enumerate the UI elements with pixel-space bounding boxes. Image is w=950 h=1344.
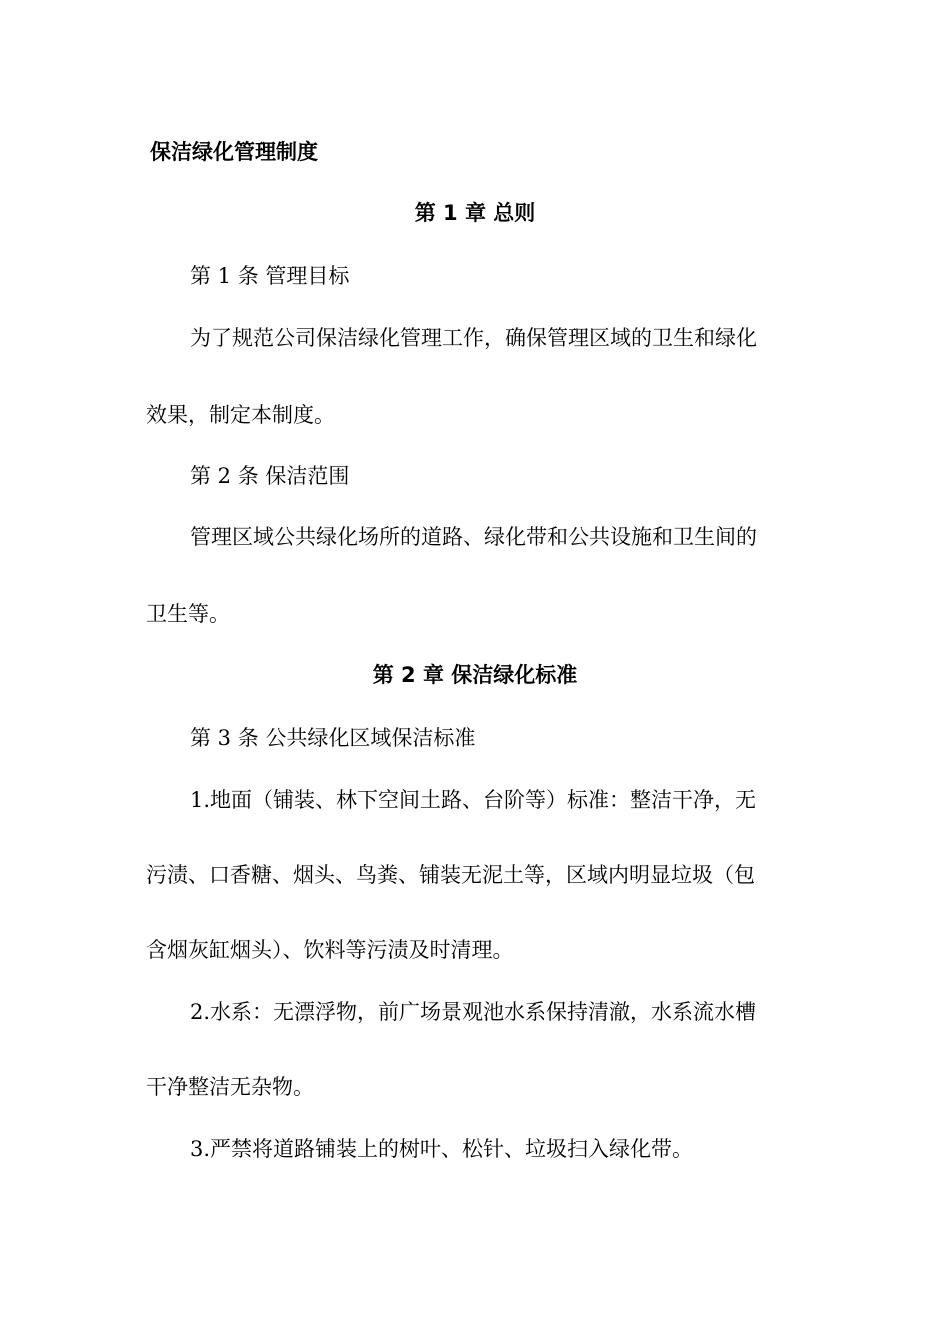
article-1-heading: 第 1 条 管理目标 <box>190 264 350 288</box>
item-1-line: 含烟灰缸烟头）、饮料等污渍及时清理。 <box>146 938 514 962</box>
article-3-heading: 第 3 条 公共绿化区域保洁标准 <box>190 726 476 750</box>
item-2-line: 干净整洁无杂物。 <box>146 1075 314 1099</box>
item-2-line: 2.水系：无漂浮物，前广场景观池水系保持清澈，水系流水槽 <box>190 1000 757 1024</box>
article-2-paragraph-line: 管理区域公共绿化场所的道路、绿化带和公共设施和卫生间的 <box>190 525 757 549</box>
chapter-2-heading: 第 2 章 保洁绿化标准 <box>372 663 578 687</box>
article-1-paragraph-text: 为了规范公司保洁绿化管理工作，确保管理区域的卫生和绿化 <box>190 326 757 350</box>
item-1-line: 污渍、口香糖、烟头、鸟粪、铺装无泥土等，区域内明显垃圾（包 <box>146 863 755 887</box>
chapter-1-heading: 第 1 章 总则 <box>414 201 536 225</box>
document-title: 保洁绿化管理制度 <box>150 140 318 164</box>
item-3-line: 3.严禁将道路铺装上的树叶、松针、垃圾扫入绿化带。 <box>190 1137 694 1161</box>
article-2-heading: 第 2 条 保洁范围 <box>190 464 350 488</box>
article-1-paragraph-line: 效果，制定本制度。 <box>146 403 335 427</box>
item-1-line: 1.地面（铺装、林下空间土路、台阶等）标准：整洁干净，无 <box>190 788 757 812</box>
article-2-paragraph-line: 卫生等。 <box>146 602 230 626</box>
article-1-paragraph-line <box>190 324 790 352</box>
